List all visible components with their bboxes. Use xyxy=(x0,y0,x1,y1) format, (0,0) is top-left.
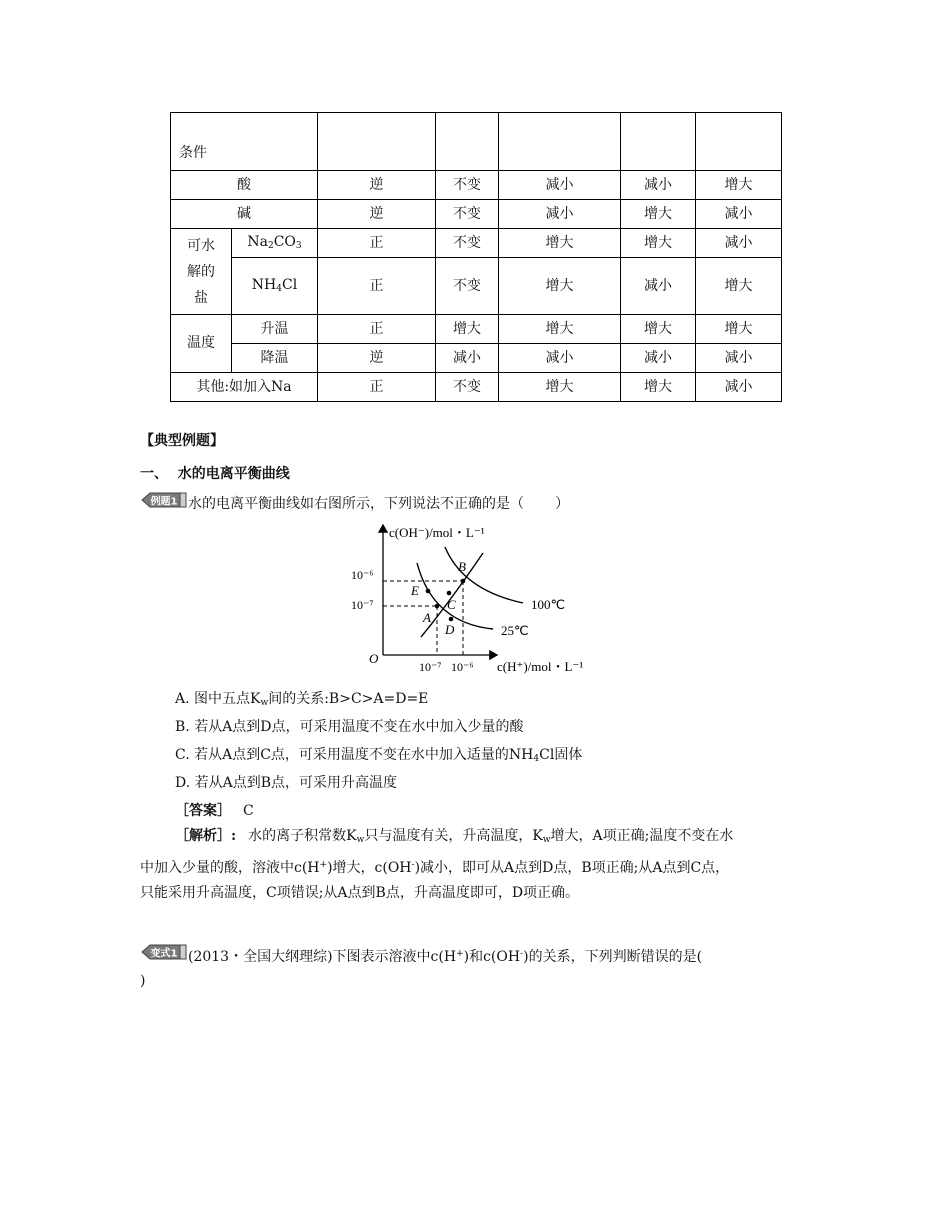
option-b: B. 若从A点到D点，可采用温度不变在水中加入少量的酸 xyxy=(175,719,524,735)
water-ionization-graph xyxy=(345,515,610,680)
point-c xyxy=(447,591,452,596)
variant-tag-icon xyxy=(140,943,188,961)
table-row: 酸 逆 不变 减小 减小 增大 xyxy=(171,171,782,200)
tick-x-high: 10⁻⁶ xyxy=(451,660,474,674)
table-row: 其他:如加入Na 正 不变 增大 增大 减小 xyxy=(171,373,782,402)
table-row: 温度 升温 正 增大 增大 增大 增大 xyxy=(171,315,782,344)
label-b: B xyxy=(458,559,466,574)
origin-label: O xyxy=(369,651,379,666)
label-d: D xyxy=(445,622,455,637)
variant-question-line2: ) xyxy=(140,973,146,989)
table-row: 可水 解的 盐 $Na_2CO_3$ 正 不变 增大 增大 减小 xyxy=(171,229,782,258)
section-title: 【典型例题】 xyxy=(140,433,224,449)
header-label: 条件 xyxy=(171,113,318,171)
table-row: $NH_4Cl$ 正 不变 增大 减小 增大 xyxy=(171,258,782,315)
point-d xyxy=(449,617,454,622)
example-question: 水的电离平衡曲线如右图所示，下列说法不正确的是（ ） xyxy=(188,496,570,512)
label-a: A xyxy=(423,610,431,625)
conditions-table xyxy=(170,112,782,402)
na2co3-label: $Na_2CO_3$ xyxy=(232,229,318,258)
option-d: D. 若从A点到B点，可采用升高温度 xyxy=(175,775,398,791)
option-c: C. 若从A点到C点，可采用温度不变在水中加入适量的$NH_4Cl$固体 xyxy=(175,747,583,764)
temp-group-cell: 温度 xyxy=(171,315,232,373)
point-a xyxy=(435,604,440,609)
table-row xyxy=(171,113,782,171)
subsection-title: 一、 水的电离平衡曲线 xyxy=(140,466,290,482)
label-25c: 25℃ xyxy=(501,623,529,638)
example-tag-icon xyxy=(140,491,188,509)
option-a: A. 图中五点$K_w$间的关系:B>C>A=D=E xyxy=(175,691,429,708)
variant-question-line1: (2013・全国大纲理综)下图表示溶液中c(H+)和c(OH-)的关系，下列判断错误的是( xyxy=(188,949,703,965)
tick-y-low: 10⁻⁷ xyxy=(351,598,374,612)
analysis-paragraph: ［解析］: 水的离子积常数$K_w$只与温度有关，升高温度，$K_w$增大，A项正确;温度不变在水 中加入少量的酸，溶液中c(H+)增大，c(OH-)减小，即可从A点到D点，B项正确;从A点到C点， 只能采用升高温度，C项错误;从A点到B点，升高温度即可，D项正确。 xyxy=(140,828,734,901)
tick-y-high: 10⁻⁶ xyxy=(351,568,374,582)
point-e xyxy=(426,589,431,594)
table-row: 碱 逆 不变 减小 增大 减小 xyxy=(171,200,782,229)
point-b xyxy=(461,579,466,584)
variant-tag-text: 变式1 xyxy=(150,948,178,960)
label-c: C xyxy=(447,597,456,612)
tick-x-low: 10⁻⁷ xyxy=(419,660,442,674)
label-e: E xyxy=(411,583,419,598)
answer: ［答案］ C xyxy=(175,803,254,819)
x-axis-label: c(H⁺)/mol・L⁻¹ xyxy=(497,659,584,674)
salt-group-cell: 可水 解的 盐 xyxy=(171,229,232,315)
curve-100c xyxy=(445,547,523,603)
nh4cl-label: $NH_4Cl$ xyxy=(232,258,318,315)
label-100c: 100℃ xyxy=(531,597,566,612)
table-row: 降温 逆 减小 减小 减小 减小 xyxy=(171,344,782,373)
example-tag-text: 例题1 xyxy=(150,496,178,508)
y-axis-label: c(OH⁻)/mol・L⁻¹ xyxy=(389,525,485,540)
